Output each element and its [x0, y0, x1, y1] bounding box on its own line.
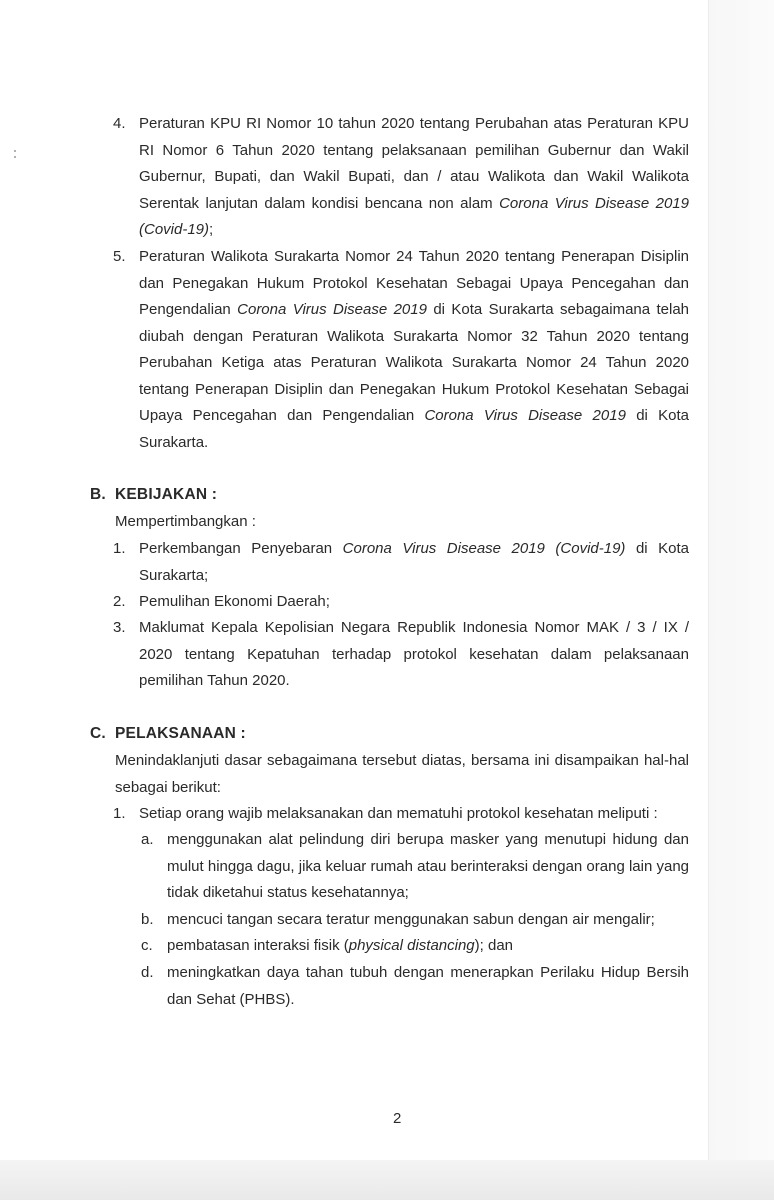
list-item-text: Setiap orang wajib melaksanakan dan mematuhi protokol kesehatan meliputi : [139, 805, 658, 822]
sub-item-letter: c. [141, 937, 153, 954]
list-item-number: 1. [113, 805, 126, 822]
scan-speck [14, 156, 16, 158]
sub-item-letter: b. [141, 911, 154, 928]
list-item-number: 3. [113, 619, 126, 636]
scan-speck [14, 150, 16, 152]
scan-bottom-edge [0, 1160, 774, 1200]
sub-item-text: meningkatkan daya tahan tubuh dengan menerapkan Perilaku Hidup Bersih dan Sehat (PHBS). [167, 964, 689, 1008]
list-item-number: 4. [113, 115, 126, 132]
section-heading-kebijakan: B. KEBIJAKAN : [90, 486, 218, 503]
sub-item-letter: a. [141, 831, 154, 848]
list-item-text: Perkembangan Penyebaran Corona Virus Disease 2019 (Covid-19) di Kota Surakarta; [139, 540, 689, 584]
sub-item-text: menggunakan alat pelindung diri berupa masker yang menutupi hidung dan mulut hingga dagu, jika keluar rumah atau berinteraksi dengan orang lain yang tidak diketahui status kesehatannya; [167, 831, 690, 901]
list-item-number: 2. [113, 593, 126, 610]
list-item-text: Peraturan Walikota Surakarta Nomor 24 Tahun 2020 tentang Penerapan Disiplin dan Penegakan Hukum Protokol Kesehatan Sebagai Upaya Pencegahan dan Pengendalian Corona Virus Disease 2019 di Kota Surakarta sebagaimana telah diubah dengan Peraturan Walikota Surakarta Nomor 32 Tahun 2020 tentang Perubahan Ketiga atas Peraturan Walikota Surakarta Nomor 24 Tahun 2020 tentang Penerapan Disiplin dan Penegakan Hukum Protokol Kesehatan Sebagai Upaya Pencegahan dan Pengendalian Corona Virus Disease 2019 di Kota Surakarta. [139, 248, 690, 451]
list-item-text: Maklumat Kepala Kepolisian Negara Republik Indonesia Nomor MAK / 3 / IX / 2020 tentang Kepatuhan terhadap protokol kesehatan dalam pelaksanaan pemilihan Tahun 2020. [139, 619, 689, 689]
section-intro: Menindaklanjuti dasar sebagaimana tersebut diatas, bersama ini disampaikan hal-hal sebagai berikut: [115, 752, 689, 796]
list-item-text: Peraturan KPU RI Nomor 10 tahun 2020 tentang Perubahan atas Peraturan KPU RI Nomor 6 Tahun 2020 tentang pelaksanaan pemilihan Gubernur dan Wakil Gubernur, Bupati, dan Wakil Bupati, dan / atau Walikota dan Wakil Walikota Serentak lanjutan dalam kondisi bencana non alam Corona Virus Disease 2019 (Covid-19); [139, 115, 689, 238]
sub-item-text: mencuci tangan secara teratur menggunakan sabun dengan air mengalir; [167, 911, 655, 928]
list-item-number: 5. [113, 248, 126, 265]
section-intro: Mempertimbangkan : [115, 513, 256, 530]
list-item-number: 1. [113, 540, 126, 557]
list-item-text: Pemulihan Ekonomi Daerah; [139, 593, 330, 610]
section-heading-pelaksanaan: C. PELAKSANAAN : [90, 725, 246, 742]
page-number: 2 [393, 1110, 402, 1127]
scan-page-edge [708, 0, 774, 1200]
sub-item-letter: d. [141, 964, 154, 981]
sub-item-text: pembatasan interaksi fisik (physical distancing); dan [167, 937, 514, 954]
